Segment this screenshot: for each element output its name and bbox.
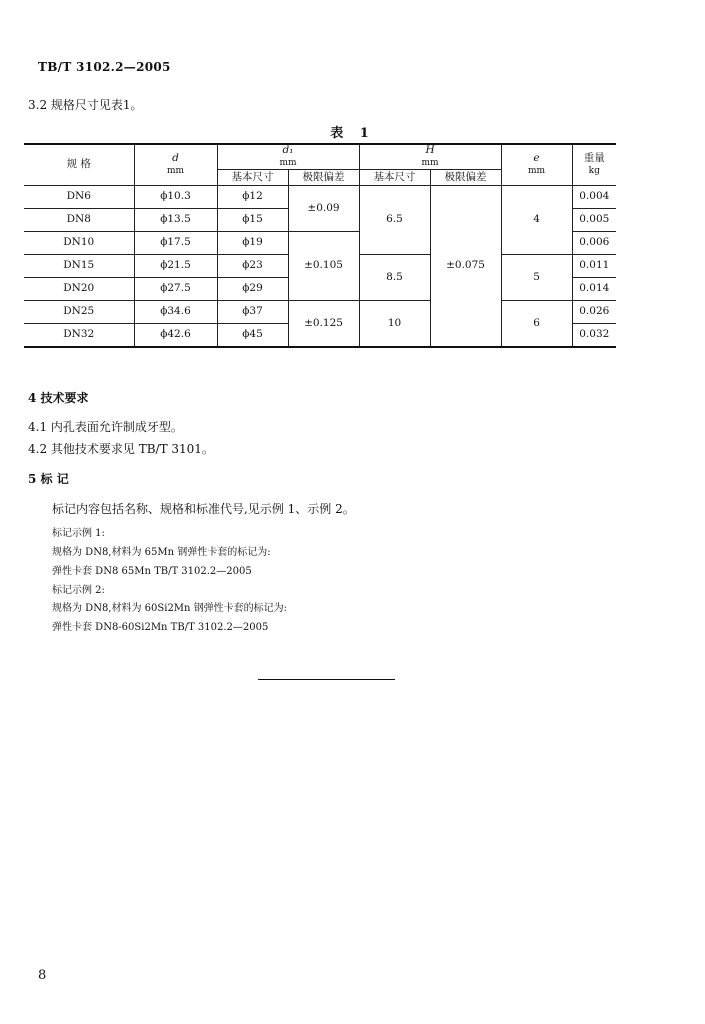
table-row: [24, 301, 616, 324]
cell-d1: ϕ29: [217, 278, 288, 301]
header-d1-tolerance: 极限偏差: [288, 170, 359, 186]
cell-d1: ϕ45: [217, 324, 288, 348]
header-d: [134, 144, 217, 186]
cell-spec: DN20: [24, 278, 134, 301]
cell-d: ϕ34.6: [134, 301, 217, 324]
header-spec: 规 格: [24, 144, 134, 186]
header-e-symbol: e: [533, 152, 540, 165]
header-d-symbol: d: [172, 152, 179, 165]
cell-weight: 0.006: [572, 232, 616, 255]
header-e: [501, 144, 572, 186]
header-d-unit: mm: [166, 165, 185, 176]
section-4-heading: 4 技术要求: [28, 391, 89, 405]
cell-spec: DN32: [24, 324, 134, 348]
cell-h-basic: 8.5: [359, 255, 430, 301]
cell-e: 4: [501, 186, 572, 255]
cell-d1-tolerance: ±0.09: [288, 186, 359, 232]
page-number: 8: [38, 968, 47, 983]
header-d1-symbol: d₁: [282, 144, 294, 157]
cell-weight: 0.014: [572, 278, 616, 301]
header-h-basic-size: 基本尺寸: [359, 170, 430, 186]
header-weight-label: 重量: [583, 152, 605, 165]
example-2-description: 规格为 DN8,材料为 60Si2Mn 钢弹性卡套的标记为:: [52, 603, 288, 614]
cell-d1-tolerance: ±0.105: [288, 232, 359, 301]
cell-d1-tolerance: ±0.125: [288, 301, 359, 348]
header-h-symbol: H: [425, 144, 435, 157]
cell-e: 6: [501, 301, 572, 348]
cell-d1: ϕ37: [217, 301, 288, 324]
table-header-row: [24, 144, 616, 170]
header-h: [359, 144, 501, 170]
section-5-heading: 5 标 记: [28, 472, 69, 486]
cell-weight: 0.011: [572, 255, 616, 278]
header-weight: [572, 144, 616, 186]
document-number-header: TB/T 3102.2—2005: [38, 60, 171, 74]
cell-h-basic: 6.5: [359, 186, 430, 255]
cell-weight: 0.004: [572, 186, 616, 209]
example-1-mark: 弹性卡套 DN8 65Mn TB/T 3102.2—2005: [52, 566, 252, 577]
cell-d: ϕ17.5: [134, 232, 217, 255]
example-2-label: 标记示例 2:: [52, 585, 105, 596]
header-h-unit: mm: [421, 157, 439, 168]
header-d1: [217, 144, 359, 170]
header-weight-unit: kg: [588, 165, 600, 176]
cell-weight: 0.005: [572, 209, 616, 232]
cell-d: ϕ42.6: [134, 324, 217, 348]
table-row: [24, 186, 616, 209]
cell-h-basic: 10: [359, 301, 430, 348]
example-2-mark: 弹性卡套 DN8-60Si2Mn TB/T 3102.2—2005: [52, 622, 269, 633]
cell-d1: ϕ23: [217, 255, 288, 278]
cell-d: ϕ27.5: [134, 278, 217, 301]
cell-weight: 0.026: [572, 301, 616, 324]
cell-d: ϕ13.5: [134, 209, 217, 232]
cell-d: ϕ10.3: [134, 186, 217, 209]
section-4-2-text: 4.2 其他技术要求见 TB/T 3101。: [28, 442, 214, 456]
cell-spec: DN15: [24, 255, 134, 278]
header-h-tolerance: 极限偏差: [430, 170, 501, 186]
cell-d1: ϕ15: [217, 209, 288, 232]
end-rule: [258, 679, 395, 680]
cell-d1: ϕ12: [217, 186, 288, 209]
cell-spec: DN6: [24, 186, 134, 209]
marking-intro: 标记内容包括名称、规格和标准代号,见示例 1、示例 2。: [52, 502, 355, 516]
cell-d: ϕ21.5: [134, 255, 217, 278]
cell-spec: DN25: [24, 301, 134, 324]
cell-h-tolerance: ±0.075: [430, 186, 501, 348]
cell-spec: DN10: [24, 232, 134, 255]
section-4-1-text: 4.1 内孔表面允许制成牙型。: [28, 420, 183, 434]
spec-table: [24, 143, 616, 348]
example-1-description: 规格为 DN8,材料为 65Mn 钢弹性卡套的标记为:: [52, 547, 271, 558]
section-3-2-text: 3.2 规格尺寸见表1。: [28, 98, 143, 112]
cell-spec: DN8: [24, 209, 134, 232]
header-d1-unit: mm: [279, 157, 297, 168]
example-1-label: 标记示例 1:: [52, 528, 105, 539]
header-e-unit: mm: [527, 165, 546, 176]
cell-e: 5: [501, 255, 572, 301]
table-caption: 表 1: [330, 126, 375, 141]
cell-d1: ϕ19: [217, 232, 288, 255]
cell-weight: 0.032: [572, 324, 616, 348]
header-d1-basic-size: 基本尺寸: [217, 170, 288, 186]
